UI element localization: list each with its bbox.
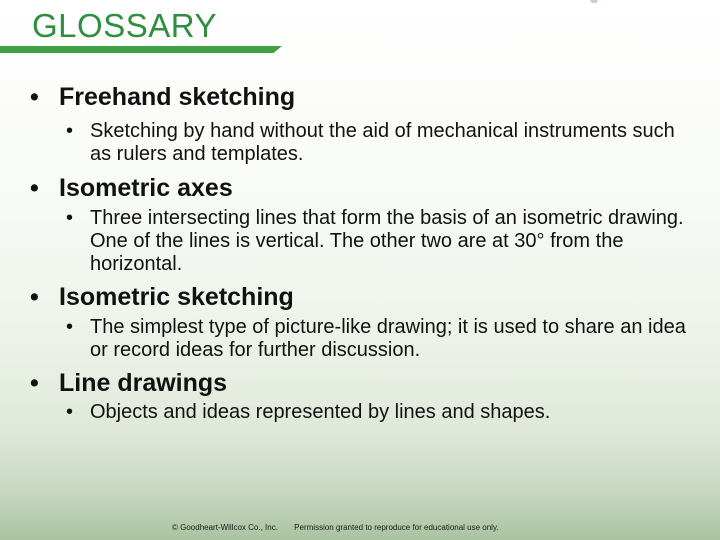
definition-text: Three intersecting lines that form the basis of an isometric drawing. One of the lines is vertical. The other two are at 30° from the horizontal. <box>90 207 684 275</box>
corner-mark <box>590 0 598 3</box>
term-label: Isometric sketching <box>59 283 294 311</box>
footer <box>172 523 499 532</box>
footer-permission: Permission granted to reproduce for educational use only. <box>294 523 499 532</box>
bullet-icon: • <box>30 369 39 397</box>
title-underline <box>0 46 282 53</box>
term-label: Isometric axes <box>59 174 233 202</box>
sub-bullet-icon: • <box>66 401 74 423</box>
footer-copyright: © Goodheart-Willcox Co., Inc. <box>172 523 278 532</box>
term-label: Line drawings <box>59 369 228 397</box>
slide-title: GLOSSARY <box>32 7 217 44</box>
glossary-term <box>30 82 295 112</box>
sub-bullet-icon: • <box>66 120 74 142</box>
bullet-icon: • <box>30 283 39 311</box>
sub-bullet-icon: • <box>66 207 74 229</box>
definition-text: The simplest type of picture-like drawing; it is used to share an idea or record ideas for further discussion. <box>90 316 686 361</box>
sub-bullet-icon: • <box>66 316 74 338</box>
bullet-icon: • <box>30 174 39 202</box>
glossary-definition <box>66 401 690 424</box>
term-label: Freehand sketching <box>59 83 296 111</box>
definition-text: Sketching by hand without the aid of mechanical instruments such as rulers and templates. <box>90 120 675 165</box>
glossary-term <box>30 282 294 312</box>
glossary-definition <box>66 207 690 276</box>
bullet-icon: • <box>30 83 39 111</box>
glossary-definition <box>66 120 690 166</box>
glossary-term <box>30 173 233 203</box>
glossary-definition <box>66 316 690 362</box>
glossary-term <box>30 368 227 398</box>
definition-text: Objects and ideas represented by lines and shapes. <box>90 401 551 423</box>
